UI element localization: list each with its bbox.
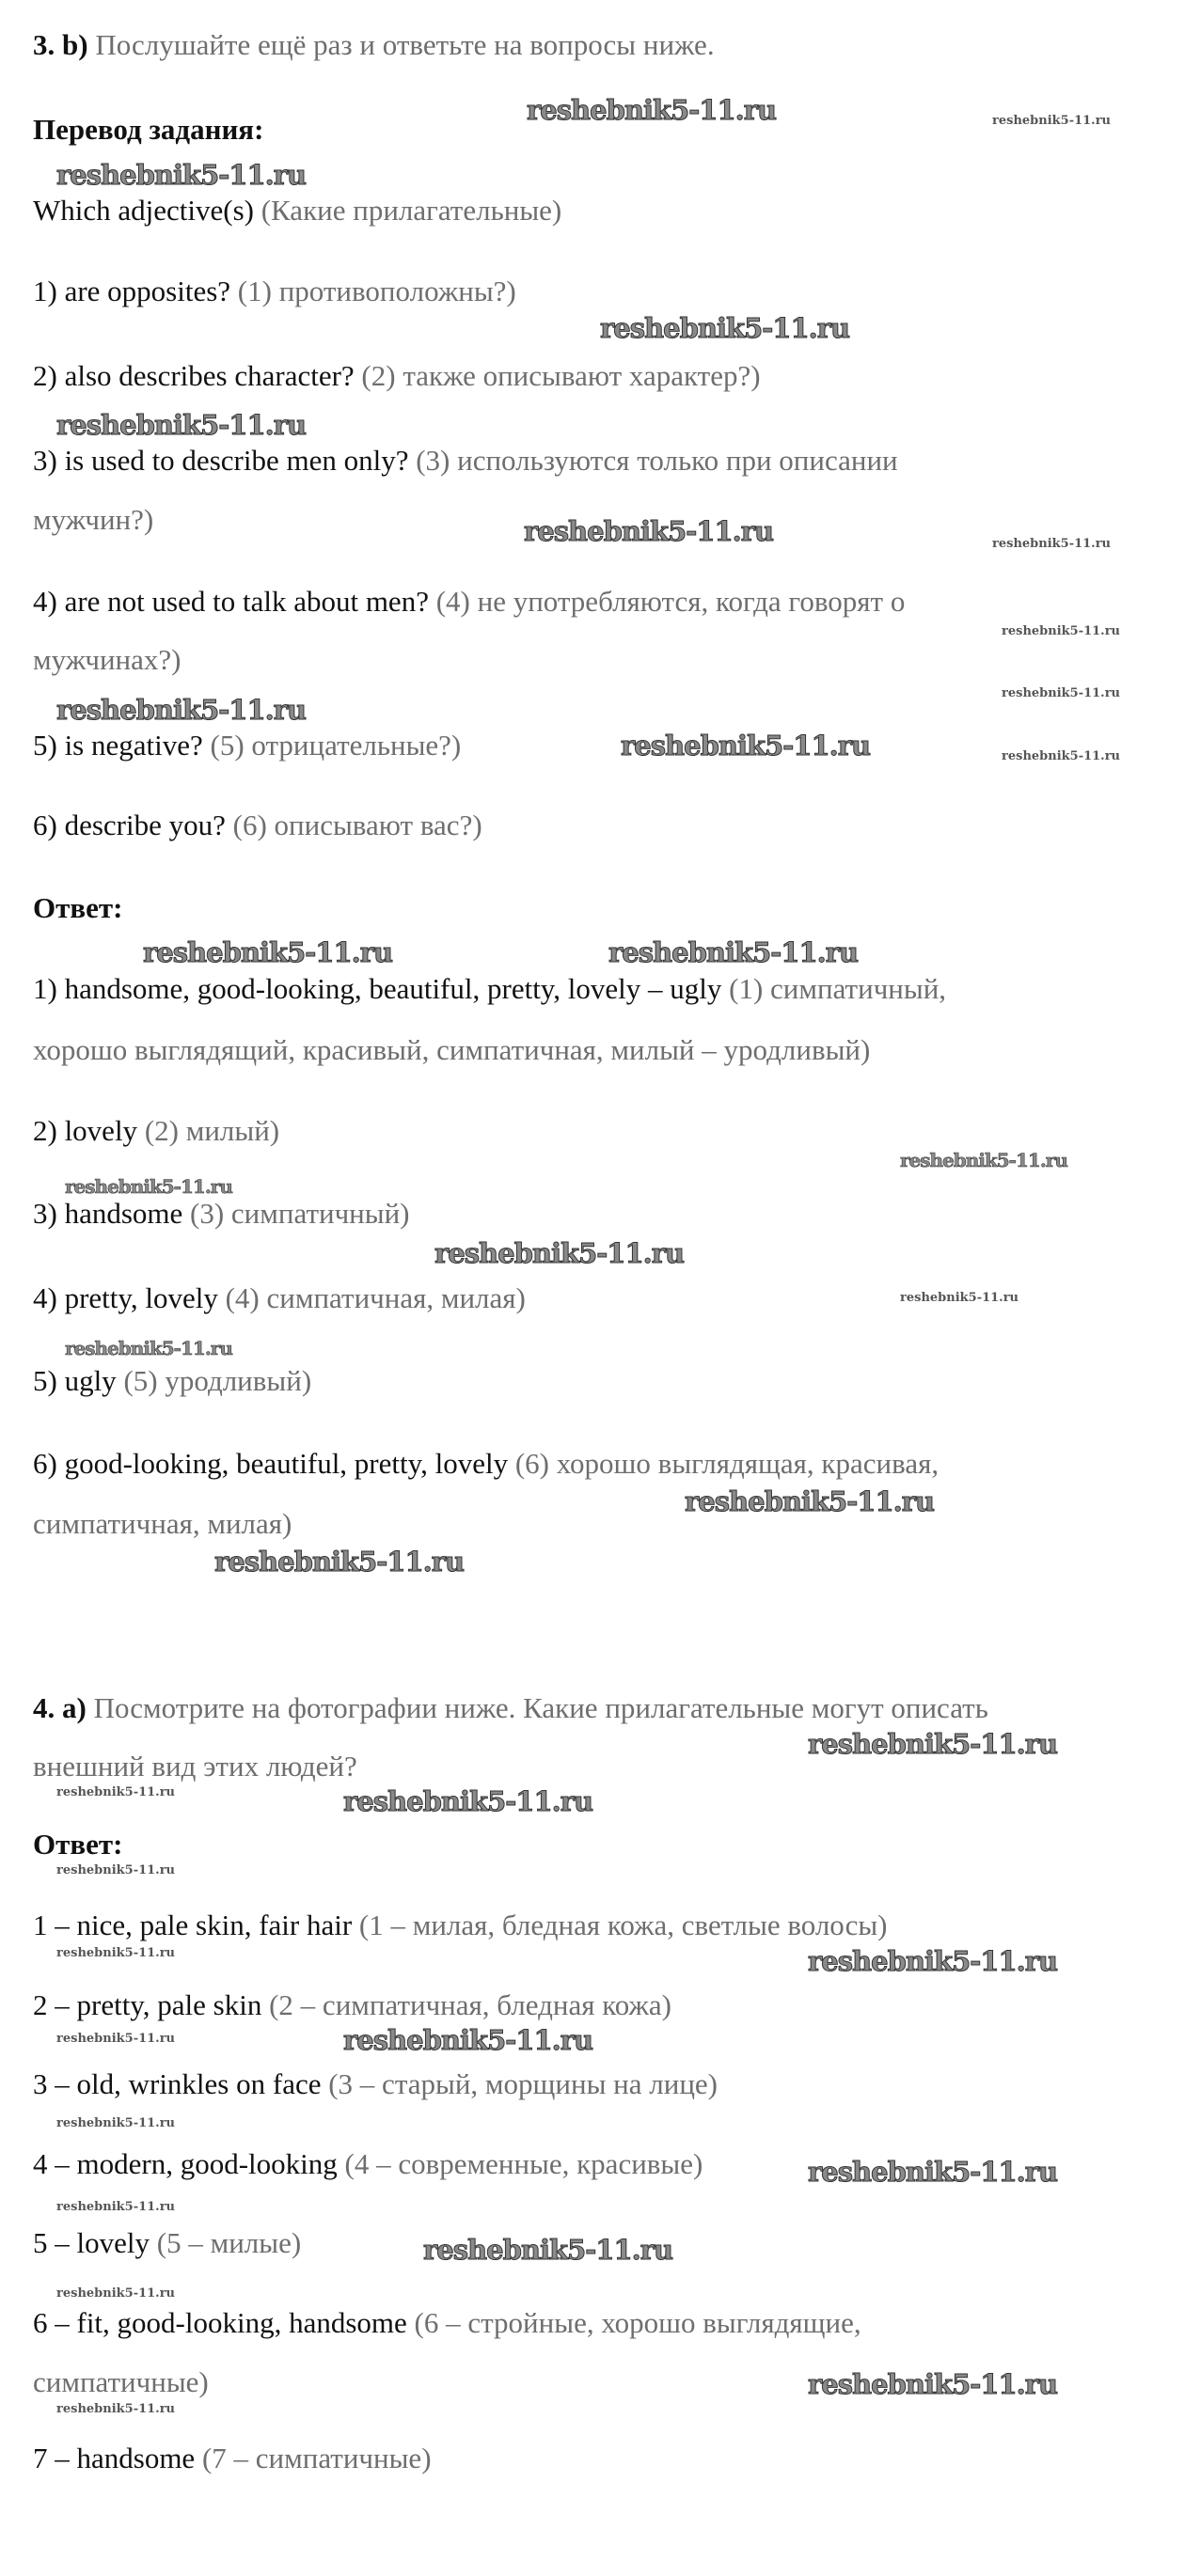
task-instruction-cont: внешний вид этих людей? [33,1750,357,1783]
watermark: reshebnik5-11.ru [423,2234,673,2266]
watermark: reshebnik5-11.ru [992,537,1112,551]
answer-item [33,1363,311,1399]
answer-ru: (5) уродливый) [123,1364,312,1397]
task-3b-heading [33,27,715,63]
question-item [33,584,905,620]
answer-heading: Ответ: [33,1828,123,1861]
answer-en: 1) handsome, good-looking, beautiful, pretty, lovely – ugly [33,972,722,1005]
watermark: reshebnik5-11.ru [527,94,777,126]
answer-item [33,1446,939,1482]
watermark: reshebnik5-11.ru [343,1785,593,1817]
answer-en: 4) pretty, lovely [33,1281,218,1314]
task-number: 4. a) [33,1691,87,1724]
question-en: 1) are opposites? [33,275,231,307]
question-lead [33,193,561,228]
watermark: reshebnik5-11.ru [1002,749,1121,763]
watermark: reshebnik5-11.ru [1002,686,1121,700]
question-en: 2) also describes character? [33,359,355,392]
watermark: reshebnik5-11.ru [1002,624,1121,638]
task-instruction: Посмотрите на фотографии ниже. Какие прилагательные могут описать [93,1691,988,1724]
question-item [33,808,482,843]
watermark: reshebnik5-11.ru [808,1728,1058,1760]
answer-ru-cont: симпатичные) [33,2365,209,2398]
answer-ru: (2 – симпатичная, бледная кожа) [269,1988,671,2021]
answer-ru-cont: хорошо выглядящий, красивый, симпатичная, милый – уродливый) [33,1033,871,1066]
watermark: reshebnik5-11.ru [808,2156,1058,2188]
answer-ru: (1 – милая, бледная кожа, светлые волосы) [358,1908,888,1941]
answer-item [33,1987,671,2023]
question-item [33,443,898,479]
answer-en: 6) good-looking, beautiful, pretty, lovely [33,1447,509,1480]
watermark: reshebnik5-11.ru [808,2368,1058,2400]
answer-en: 5 – lovely [33,2226,150,2259]
answer-item [33,1280,526,1316]
answer-en: 1 – nice, pale skin, fair hair [33,1908,353,1941]
answer-ru: (3) симпатичный) [190,1197,410,1230]
answer-heading: Ответ: [33,891,123,924]
watermark: reshebnik5-11.ru [608,936,859,968]
question-ru: (2) также описывают характер?) [361,359,761,392]
watermark: reshebnik5-11.ru [56,1946,176,1960]
lead-ru: (Какие прилагательные) [261,194,562,227]
answer-item [33,1196,410,1232]
task-number: 3. b) [33,28,88,61]
answer-ru: (5 – милые) [156,2226,302,2259]
watermark: reshebnik5-11.ru [56,1785,176,1799]
question-item [33,358,761,394]
answer-en: 3 – old, wrinkles on face [33,2067,322,2100]
question-ru: (3) используются только при описании [416,444,898,477]
question-ru: (4) не употребляются, когда говорят о [435,585,906,618]
question-ru: (5) отрицательные?) [210,729,462,762]
question-en: 3) is used to describe men only? [33,444,409,477]
answer-ru: (1) симпатичный, [729,972,947,1005]
question-ru-cont: мужчинах?) [33,643,182,676]
answer-item [33,2441,432,2476]
answer-ru: (6 – стройные, хорошо выглядящие, [414,2306,861,2339]
answer-ru-cont: симпатичная, милая) [33,1507,292,1540]
watermark: reshebnik5-11.ru [524,515,774,547]
answer-en: 6 – fit, good-looking, handsome [33,2306,407,2339]
answer-en: 2 – pretty, pale skin [33,1988,262,2021]
question-item [33,274,516,309]
answer-ru: (6) хорошо выглядящая, красивая, [514,1447,939,1480]
question-ru-cont: мужчин?) [33,503,154,536]
watermark: reshebnik5-11.ru [143,936,393,968]
watermark: reshebnik5-11.ru [65,1175,232,1198]
translation-heading: Перевод задания: [33,113,264,146]
watermark: reshebnik5-11.ru [56,2286,176,2301]
watermark: reshebnik5-11.ru [56,1863,176,1877]
answer-item [33,1113,279,1149]
watermark: reshebnik5-11.ru [56,2200,176,2214]
watermark: reshebnik5-11.ru [56,2032,176,2046]
watermark: reshebnik5-11.ru [56,409,307,441]
watermark: reshebnik5-11.ru [621,730,871,762]
answer-en: 7 – handsome [33,2442,196,2474]
watermark: reshebnik5-11.ru [56,694,307,726]
question-ru: (1) противоположны?) [237,275,516,307]
watermark: reshebnik5-11.ru [65,1337,232,1359]
watermark: reshebnik5-11.ru [992,114,1112,128]
watermark: reshebnik5-11.ru [56,2116,176,2130]
watermark: reshebnik5-11.ru [900,1149,1067,1171]
watermark: reshebnik5-11.ru [214,1546,465,1578]
task-instruction: Послушайте ещё раз и ответьте на вопросы ниже. [95,28,715,61]
answer-en: 5) ugly [33,1364,117,1397]
answer-en: 2) lovely [33,1114,138,1147]
answer-item [33,971,946,1007]
answer-ru: (7 – симпатичные) [201,2442,432,2474]
question-ru: (6) описывают вас?) [232,809,482,841]
answer-item [33,2066,718,2102]
question-item [33,728,461,763]
watermark: reshebnik5-11.ru [56,159,307,191]
watermark: reshebnik5-11.ru [808,1945,1058,1977]
answer-item [33,2225,301,2261]
task-4a-heading [33,1690,988,1726]
answer-item [33,2305,861,2341]
answer-item [33,2146,703,2182]
question-en: 6) describe you? [33,809,226,841]
answer-ru: (4) симпатичная, милая) [225,1281,526,1314]
watermark: reshebnik5-11.ru [343,2024,593,2056]
watermark: reshebnik5-11.ru [900,1291,1019,1305]
question-en: 5) is negative? [33,729,203,762]
answer-en: 4 – modern, good-looking [33,2147,338,2180]
watermark: reshebnik5-11.ru [685,1485,935,1517]
watermark: reshebnik5-11.ru [600,312,850,344]
answer-en: 3) handsome [33,1197,183,1230]
watermark: reshebnik5-11.ru [56,2402,176,2416]
answer-ru: (2) милый) [144,1114,280,1147]
answer-ru: (3 – старый, морщины на лице) [328,2067,718,2100]
lead-en: Which adjective(s) [33,194,254,227]
answer-ru: (4 – современные, красивые) [344,2147,703,2180]
question-en: 4) are not used to talk about men? [33,585,429,618]
answer-item [33,1908,888,1943]
watermark: reshebnik5-11.ru [434,1237,685,1269]
